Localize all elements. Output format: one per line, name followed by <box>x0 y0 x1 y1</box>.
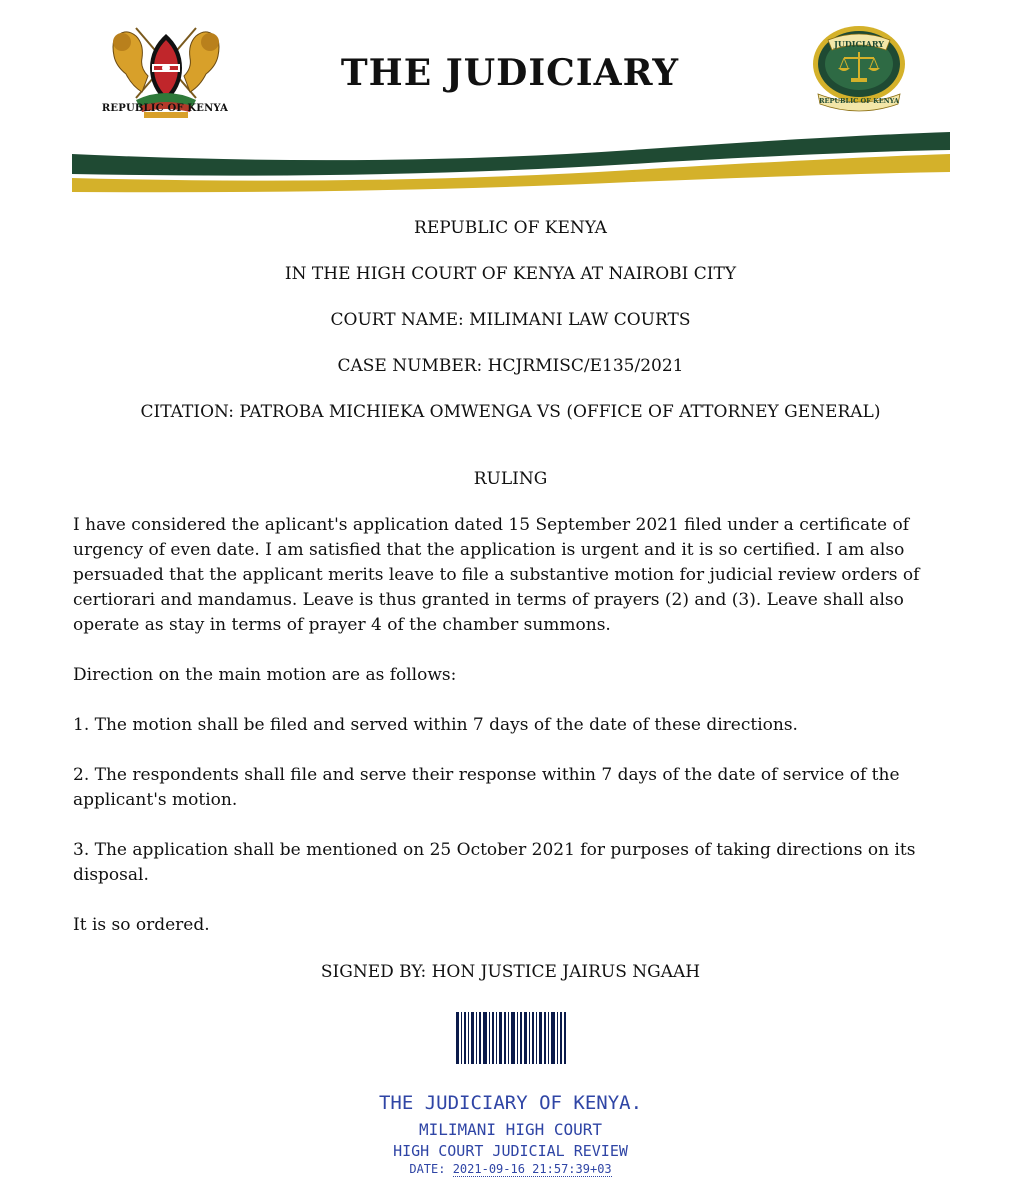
header-republic: REPUBLIC OF KENYA <box>414 218 607 238</box>
barcode-icon <box>456 1012 566 1064</box>
header-court: IN THE HIGH COURT OF KENYA AT NAIROBI CITY <box>284 264 737 284</box>
letterhead-swoosh <box>72 120 950 198</box>
coat-of-arms-label: REPUBLIC OF KENYA <box>101 103 229 114</box>
seal-bottom-text: REPUBLIC OF KENYA <box>819 97 899 105</box>
stamp-division: HIGH COURT JUDICIAL REVIEW <box>393 1142 628 1160</box>
judiciary-seal-icon <box>806 20 912 114</box>
stamp-judiciary-name: THE JUDICIARY OF KENYA. <box>378 1092 643 1114</box>
masthead-title: THE JUDICIARY <box>340 52 680 94</box>
direction-item-1: 1. The motion shall be filed and served within 7 days of the date of these directions. <box>73 715 798 735</box>
letterhead <box>0 0 1021 200</box>
stamp-court-station: MILIMANI HIGH COURT <box>418 1120 603 1139</box>
header-citation: CITATION: PATROBA MICHIEKA OMWENGA VS (OFFICE OF ATTORNEY GENERAL) <box>140 402 881 422</box>
stamp-date-value: 2021-09-16 21:57:39+03 <box>452 1162 612 1176</box>
stamp-date <box>0 1162 1021 1176</box>
header-case-number: CASE NUMBER: HCJRMISC/E135/2021 <box>337 356 684 376</box>
ruling-paragraph: I have considered the aplicant's application dated 15 September 2021 filed under a certificate of urgency of even date. I am satisfied that the application is urgent and it is so certified. I am also persuaded that the applicant merits leave to file a substantive motion for judicial review orders of certiorari and mandamus. Leave is thus granted in terms of prayers (2) and (3). Leave shall also operate as stay in terms of prayer 4 of the chamber summons. <box>73 515 920 635</box>
order-statement: It is so ordered. <box>73 915 210 935</box>
direction-item-3: 3. The application shall be mentioned on 25 October 2021 for purposes of taking directions on its disposal. <box>73 840 916 885</box>
directions-intro: Direction on the main motion are as follows: <box>73 665 457 685</box>
ruling-heading: RULING <box>473 469 548 489</box>
stamp-date-label: DATE: <box>409 1162 446 1176</box>
signature-line: SIGNED BY: HON JUSTICE JAIRUS NGAAH <box>320 962 701 982</box>
seal-top-text: JUDICIARY <box>834 39 884 49</box>
direction-item-2: 2. The respondents shall file and serve their response within 7 days of the date of service of the applicant's motion. <box>73 765 900 810</box>
header-court-name: COURT NAME: MILIMANI LAW COURTS <box>330 310 691 330</box>
